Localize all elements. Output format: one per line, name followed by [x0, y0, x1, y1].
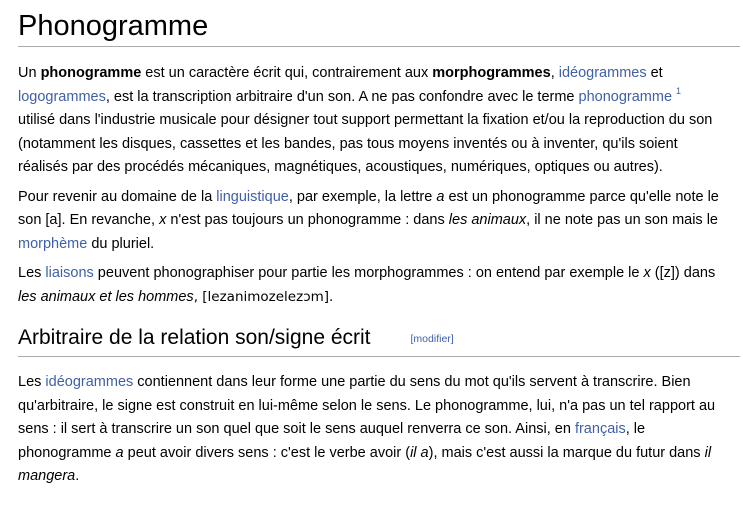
link-phonogramme[interactable]: phonogramme — [578, 88, 673, 105]
link-logogrammes[interactable]: logogrammes — [18, 88, 106, 105]
link-francais[interactable]: français — [574, 421, 626, 437]
link-morpheme[interactable]: morphème — [18, 235, 88, 252]
italic-il-a: il a — [410, 444, 429, 461]
text: Les — [18, 374, 46, 390]
text: , il ne note pas un son mais le — [526, 212, 718, 228]
text: . — [75, 468, 80, 484]
text: , le phonogramme — [18, 421, 646, 461]
section-title: Arbitraire de la relation son/signe écrit — [18, 326, 371, 349]
paragraph-linguistique — [18, 186, 740, 257]
italic-example: les animaux et les hommes — [18, 288, 194, 305]
text: ([z]) dans — [650, 265, 716, 281]
article — [18, 0, 740, 495]
italic-il-mangera: il mangera — [18, 444, 712, 484]
edit-section-link[interactable]: [modifier] — [410, 333, 454, 345]
paragraph-liaisons — [18, 262, 740, 309]
text: Pour revenir au domaine de la — [18, 188, 217, 205]
italic-a: a — [115, 444, 124, 461]
reference-1[interactable]: 1 — [676, 85, 682, 96]
italic-x: x — [643, 265, 651, 281]
text: et — [646, 65, 663, 81]
text: , par exemple, la lettre — [288, 188, 437, 205]
italic-a: a — [436, 188, 445, 205]
section-heading — [18, 326, 740, 357]
italic-les-animaux: les animaux — [448, 212, 527, 228]
ipa-transcription: , [lezanimozelezɔm]. — [193, 288, 334, 305]
text: utilisé dans l'industrie musicale pour désigner tout support permettant la fixation et/ou la reproduction du son (notamment les disques, cassettes et les bandes, pas tous moyens inventés ou à inventer, qu'ils soient réalisés par des procédés mécaniques, magnétiques, acoustiques, numériques, optiques ou autres). — [18, 112, 713, 175]
text: peuvent phonographiser pour partie les morphogrammes : on entend par exemple le — [93, 265, 644, 281]
paragraph-arbitraire — [18, 371, 740, 489]
text: est un caractère écrit qui, contrairement aux — [141, 65, 433, 81]
term-morphogrammes: morphogrammes — [432, 65, 551, 81]
text: du pluriel. — [87, 235, 155, 252]
text: Les — [18, 265, 46, 281]
text: est un phonogramme parce qu'elle note le son [a]. En revanche, — [18, 188, 719, 228]
text: Un — [18, 65, 41, 81]
link-liaisons[interactable]: liaisons — [45, 265, 94, 281]
link-ideogrammes[interactable]: idéogrammes — [558, 65, 647, 81]
edit-section — [411, 333, 454, 345]
text: contiennent dans leur forme une partie du sens du mot qu'ils servent à transcrire. Bien qu'arbitraire, le signe est construit en lui-même selon le sens. Le phonogramme, lui, n'a pas un tel rapport au sens : il sert à transcrire un son quel que soit le sens auquel renverra ce son. Ainsi, en — [18, 374, 716, 437]
paragraph-intro — [18, 62, 740, 180]
italic-x: x — [159, 212, 167, 228]
text: peut avoir divers sens : c'est le verbe avoir ( — [123, 444, 411, 461]
link-linguistique[interactable]: linguistique — [216, 188, 289, 205]
text: , — [550, 65, 559, 81]
page-title: Phonogramme — [18, 0, 740, 47]
text: , est la transcription arbitraire d'un son. A ne pas confondre avec le terme — [105, 88, 579, 105]
text: n'est pas toujours un phonogramme : dans — [166, 212, 449, 228]
term-phonogramme: phonogramme — [40, 65, 142, 81]
text: ), mais c'est aussi la marque du futur dans — [428, 444, 705, 461]
link-ideogrammes[interactable]: idéogrammes — [45, 374, 134, 390]
